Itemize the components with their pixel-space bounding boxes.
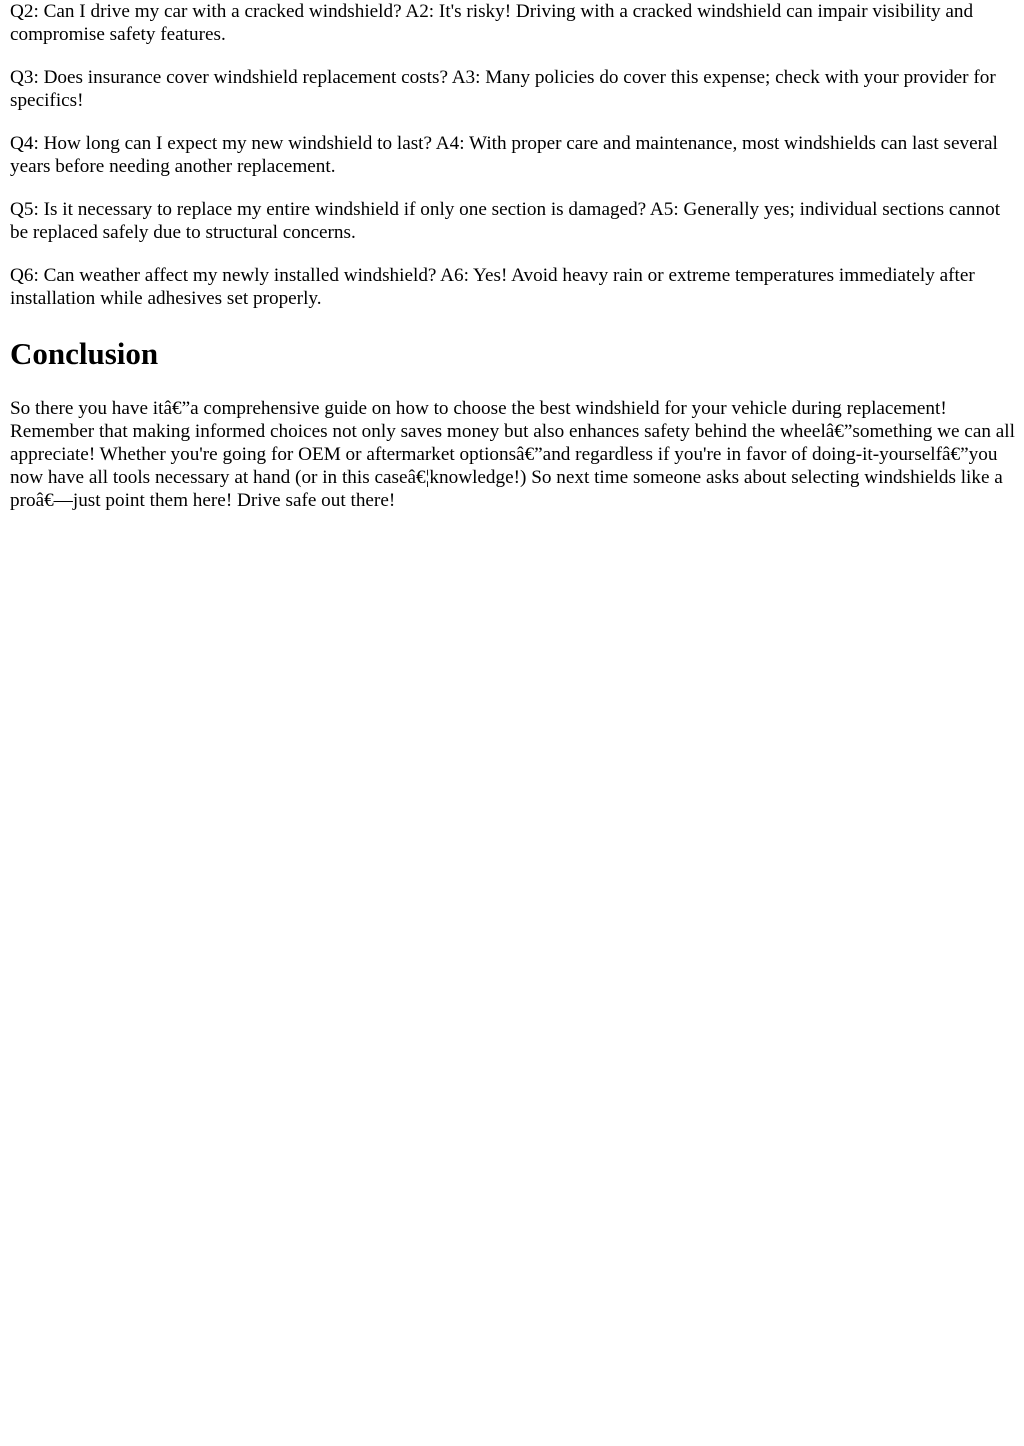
- faq-item-q6: Q6: Can weather affect my newly installed windshield? A6: Yes! Avoid heavy rain or extreme temperatures immediately after installation while adhesives set properly.: [10, 265, 975, 309]
- faq-item-q4: Q4: How long can I expect my new windshield to last? A4: With proper care and maintenance, most windshields can last several years before needing another replacement.: [10, 133, 998, 177]
- faq-item-q5: Q5: Is it necessary to replace my entire windshield if only one section is damaged? A5: Generally yes; individual sections cannot be replaced safely due to structural concerns.: [10, 199, 1001, 243]
- faq-item-q2: Q2: Can I drive my car with a cracked windshield? A2: It's risky! Driving with a cracked windshield can impair visibility and compromise safety features.: [10, 1, 974, 45]
- conclusion-paragraph: So there you have itâ€”a comprehensive guide on how to choose the best windshield for your vehicle during replacement! Remember that making informed choices not only saves money but also enhances safety behind the wheelâ€”something we can all appreciate! Whether you're going for OEM or aftermarket optionsâ€”and regardless if you're in favor of doing-it-yourselfâ€”you now have all tools necessary at hand (or in this caseâ€¦knowledge!) So next time someone asks about selecting windshields like a proâ€—just point them here! Drive safe out there!: [10, 398, 1015, 511]
- faq-item-q3: Q3: Does insurance cover windshield replacement costs? A3: Many policies do cover this expense; check with your provider for specifics!: [10, 67, 996, 111]
- conclusion-heading: Conclusion: [10, 336, 159, 371]
